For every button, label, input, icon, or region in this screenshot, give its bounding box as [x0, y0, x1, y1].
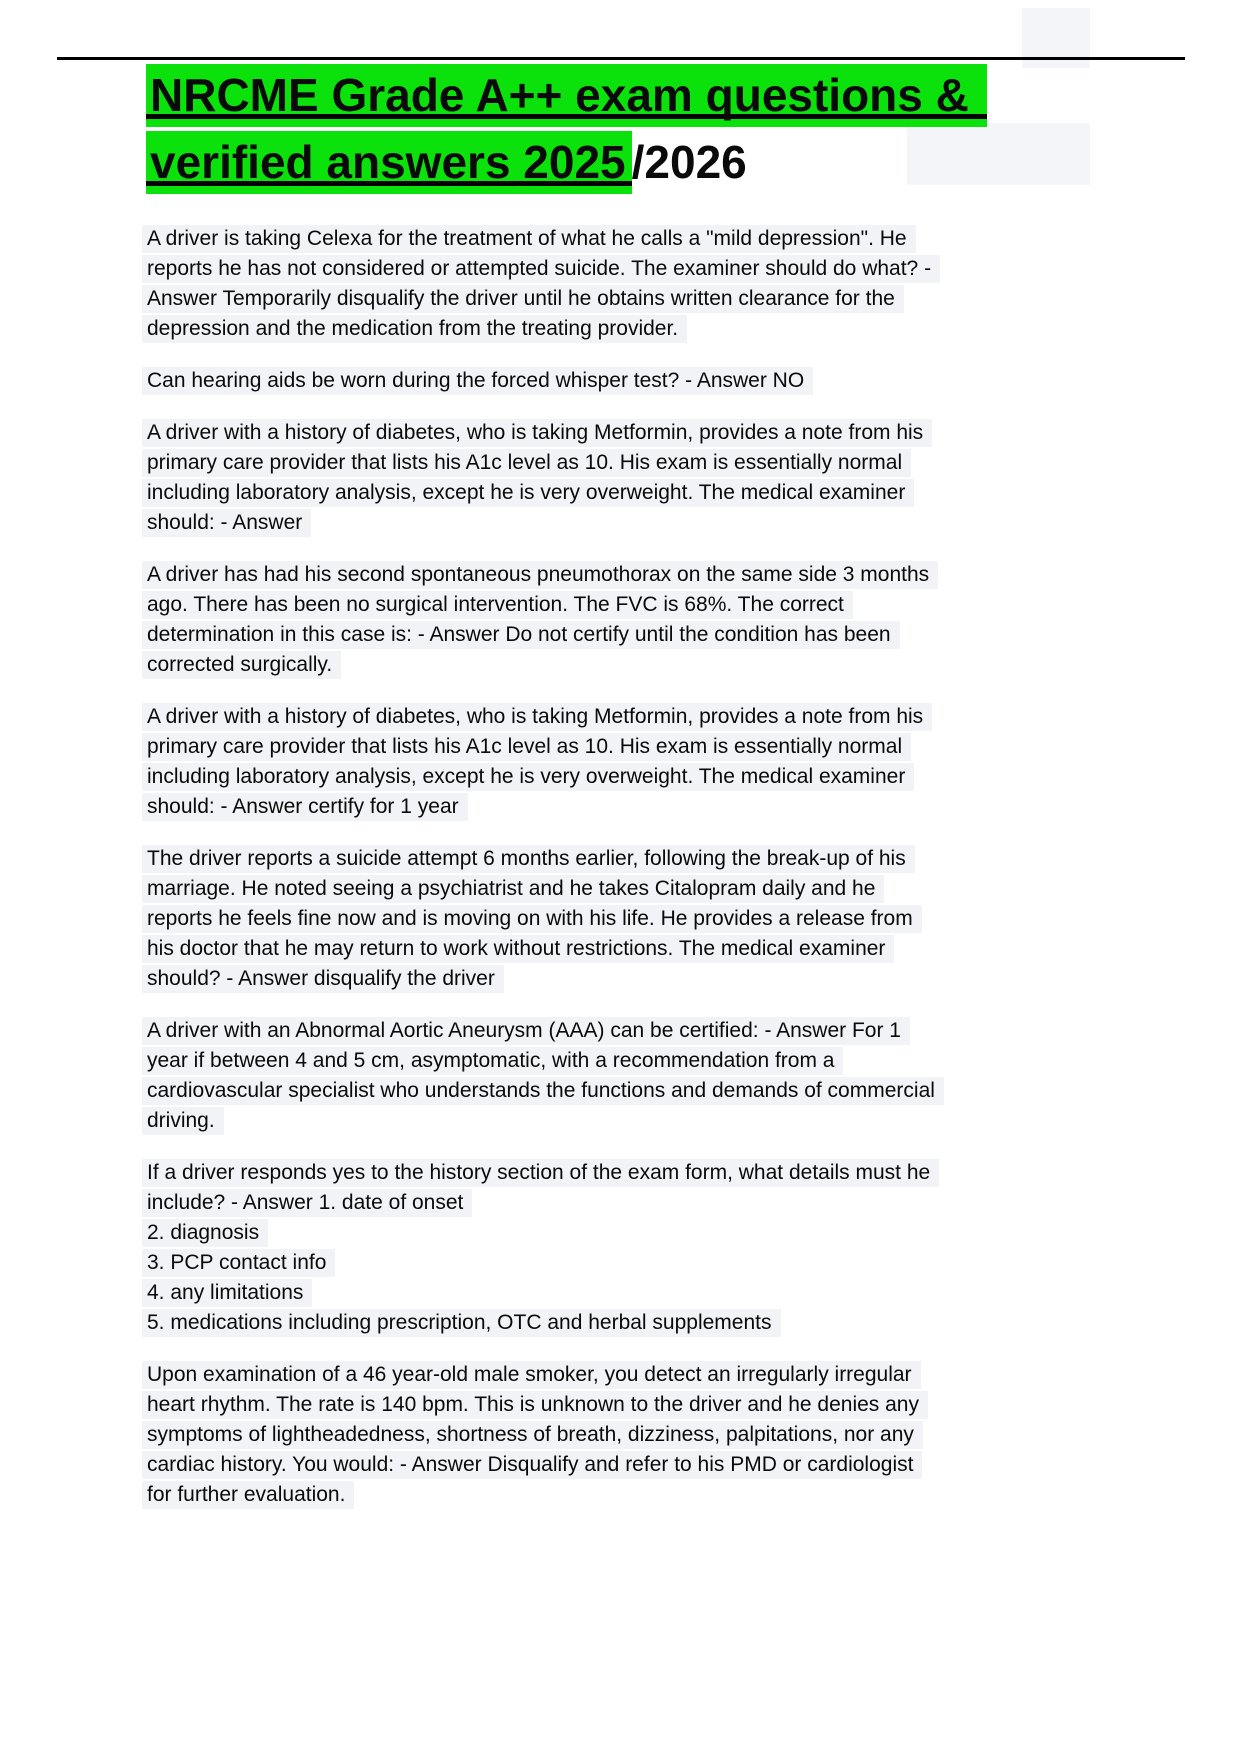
highlighted-text: 5. medications including prescription, OTC and herbal supplements	[142, 1309, 781, 1337]
title-line2-highlight: verified answers 2025	[146, 131, 632, 194]
text-line	[142, 620, 1142, 650]
highlighted-text: 4. any limitations	[142, 1279, 312, 1307]
text-line	[142, 314, 1142, 344]
text-line	[142, 1248, 1142, 1278]
highlighted-text: reports he feels fine now and is moving on with his life. He provides a release from	[142, 905, 922, 933]
qa-paragraph	[142, 1360, 1142, 1510]
qa-paragraph	[142, 844, 1142, 994]
text-line	[142, 1158, 1142, 1188]
text-line	[142, 1450, 1142, 1480]
text-line	[142, 904, 1142, 934]
highlighted-text: including laboratory analysis, except he is very overweight. The medical examiner	[142, 763, 914, 791]
title-line-2	[146, 129, 987, 196]
text-line	[142, 418, 1142, 448]
title-line-1	[146, 62, 987, 129]
text-line	[142, 1016, 1142, 1046]
highlighted-text: A driver has had his second spontaneous pneumothorax on the same side 3 months	[142, 561, 938, 589]
qa-paragraph	[142, 1016, 1142, 1136]
highlighted-text: 3. PCP contact info	[142, 1249, 335, 1277]
qa-paragraph	[142, 224, 1142, 344]
highlighted-text: for further evaluation.	[142, 1481, 354, 1509]
text-line	[142, 934, 1142, 964]
qa-paragraph	[142, 366, 1142, 396]
highlighted-text: determination in this case is: - Answer Do not certify until the condition has been	[142, 621, 900, 649]
text-line	[142, 508, 1142, 538]
highlighted-text: Can hearing aids be worn during the forced whisper test? - Answer NO	[142, 367, 813, 395]
title-line2-plain: /2026	[632, 131, 753, 194]
highlighted-text: should: - Answer	[142, 509, 311, 537]
text-line	[142, 448, 1142, 478]
highlighted-text: symptoms of lightheadedness, shortness of breath, dizziness, palpitations, nor any	[142, 1421, 923, 1449]
text-line	[142, 702, 1142, 732]
top-divider-line	[57, 57, 1185, 60]
text-line	[142, 254, 1142, 284]
qa-paragraph	[142, 418, 1142, 538]
highlighted-text: his doctor that he may return to work without restrictions. The medical examiner	[142, 935, 894, 963]
text-line	[142, 1278, 1142, 1308]
text-line	[142, 1308, 1142, 1338]
text-line	[142, 1480, 1142, 1510]
highlighted-text: include? - Answer 1. date of onset	[142, 1189, 472, 1217]
text-line	[142, 1360, 1142, 1390]
highlighted-text: If a driver responds yes to the history section of the exam form, what details must he	[142, 1159, 939, 1187]
text-line	[142, 1390, 1142, 1420]
highlighted-text: Answer Temporarily disqualify the driver until he obtains written clearance for the	[142, 285, 904, 313]
highlighted-text: cardiac history. You would: - Answer Disqualify and refer to his PMD or cardiologist	[142, 1451, 922, 1479]
qa-paragraph	[142, 702, 1142, 822]
text-line	[142, 478, 1142, 508]
highlighted-text: driving.	[142, 1107, 224, 1135]
highlighted-text: depression and the medication from the treating provider.	[142, 315, 687, 343]
text-line	[142, 284, 1142, 314]
highlighted-text: should: - Answer certify for 1 year	[142, 793, 468, 821]
text-line	[142, 1188, 1142, 1218]
highlighted-text: cardiovascular specialist who understands the functions and demands of commercial	[142, 1077, 944, 1105]
page-title	[146, 62, 987, 196]
highlighted-text: corrected surgically.	[142, 651, 341, 679]
text-line	[142, 792, 1142, 822]
title-line1-highlight: NRCME Grade A++ exam questions &	[146, 64, 987, 127]
text-line	[142, 224, 1142, 254]
highlighted-text: A driver with a history of diabetes, who is taking Metformin, provides a note from his	[142, 703, 932, 731]
text-line	[142, 366, 1142, 396]
text-line	[142, 590, 1142, 620]
text-line	[142, 560, 1142, 590]
highlighted-text: including laboratory analysis, except he is very overweight. The medical examiner	[142, 479, 914, 507]
text-line	[142, 964, 1142, 994]
text-line	[142, 1420, 1142, 1450]
question-answer-list	[142, 224, 1142, 1532]
highlighted-text: heart rhythm. The rate is 140 bpm. This is unknown to the driver and he denies any	[142, 1391, 928, 1419]
highlighted-text: reports he has not considered or attempted suicide. The examiner should do what? -	[142, 255, 940, 283]
highlighted-text: Upon examination of a 46 year-old male smoker, you detect an irregularly irregular	[142, 1361, 921, 1389]
highlighted-text: A driver is taking Celexa for the treatment of what he calls a "mild depression". He	[142, 225, 916, 253]
text-line	[142, 1046, 1142, 1076]
text-line	[142, 1106, 1142, 1136]
highlighted-text: marriage. He noted seeing a psychiatrist and he takes Citalopram daily and he	[142, 875, 884, 903]
highlighted-text: primary care provider that lists his A1c level as 10. His exam is essentially normal	[142, 449, 911, 477]
highlighted-text: should? - Answer disqualify the driver	[142, 965, 504, 993]
qa-paragraph	[142, 1158, 1142, 1338]
text-line	[142, 762, 1142, 792]
text-line	[142, 874, 1142, 904]
highlighted-text: A driver with a history of diabetes, who is taking Metformin, provides a note from his	[142, 419, 932, 447]
highlighted-text: 2. diagnosis	[142, 1219, 268, 1247]
highlighted-text: The driver reports a suicide attempt 6 months earlier, following the break-up of his	[142, 845, 915, 873]
highlighted-text: year if between 4 and 5 cm, asymptomatic, with a recommendation from a	[142, 1047, 843, 1075]
text-line	[142, 1076, 1142, 1106]
highlighted-text: ago. There has been no surgical intervention. The FVC is 68%. The correct	[142, 591, 853, 619]
text-line	[142, 732, 1142, 762]
qa-paragraph	[142, 560, 1142, 680]
text-line	[142, 650, 1142, 680]
highlighted-text: A driver with an Abnormal Aortic Aneurysm (AAA) can be certified: - Answer For 1	[142, 1017, 910, 1045]
text-line	[142, 1218, 1142, 1248]
highlighted-text: primary care provider that lists his A1c level as 10. His exam is essentially normal	[142, 733, 911, 761]
text-line	[142, 844, 1142, 874]
